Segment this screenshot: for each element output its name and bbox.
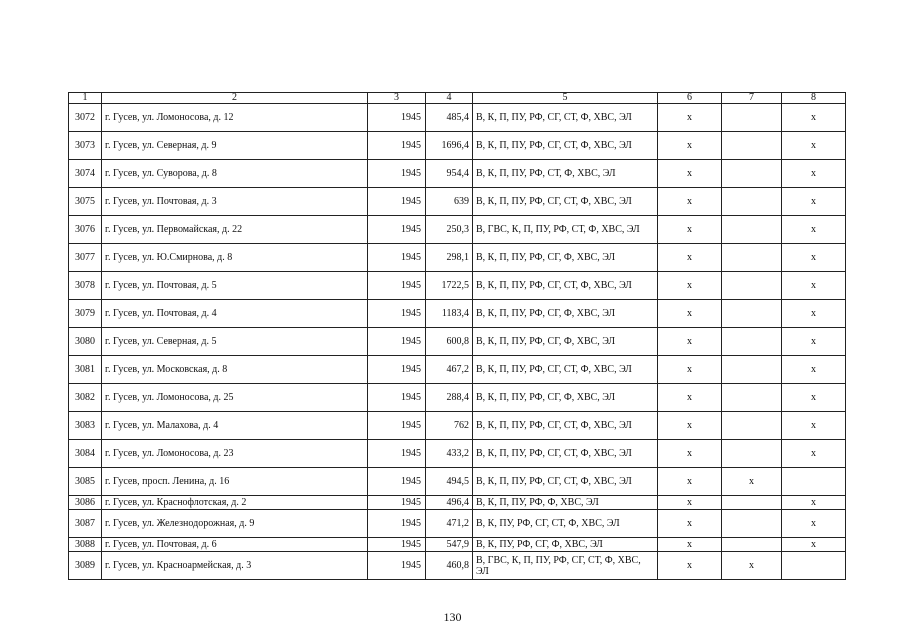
table-row <box>69 300 846 328</box>
row-works: В, К, П, ПУ, РФ, СГ, Ф, ХВС, ЭЛ <box>473 384 658 412</box>
row-year: 1945 <box>368 384 426 412</box>
row-year: 1945 <box>368 272 426 300</box>
row-address: г. Гусев, ул. Почтовая, д. 5 <box>102 272 368 300</box>
row-area: 467,2 <box>426 356 473 384</box>
row-address: г. Гусев, ул. Ю.Смирнова, д. 8 <box>102 244 368 272</box>
row-works: В, К, П, ПУ, РФ, СГ, СТ, Ф, ХВС, ЭЛ <box>473 132 658 160</box>
row-address: г. Гусев, просп. Ленина, д. 16 <box>102 468 368 496</box>
row-col8-mark: х <box>782 510 846 538</box>
row-area: 1722,5 <box>426 272 473 300</box>
row-col7-mark <box>722 384 782 412</box>
row-works: В, К, П, ПУ, РФ, СГ, Ф, ХВС, ЭЛ <box>473 300 658 328</box>
row-works: В, ГВС, К, П, ПУ, РФ, СТ, Ф, ХВС, ЭЛ <box>473 216 658 244</box>
row-area: 471,2 <box>426 510 473 538</box>
row-col7-mark <box>722 356 782 384</box>
header-cell: 2 <box>102 93 368 104</box>
row-area: 639 <box>426 188 473 216</box>
row-col8-mark: х <box>782 440 846 468</box>
row-col7-mark <box>722 538 782 552</box>
row-col6-mark: х <box>658 244 722 272</box>
row-works: В, К, П, ПУ, РФ, СГ, СТ, Ф, ХВС, ЭЛ <box>473 412 658 440</box>
row-col8-mark: х <box>782 104 846 132</box>
row-col6-mark: х <box>658 496 722 510</box>
row-col8-mark: х <box>782 216 846 244</box>
table-row <box>69 104 846 132</box>
row-area: 954,4 <box>426 160 473 188</box>
row-col8-mark: х <box>782 496 846 510</box>
row-address: г. Гусев, ул. Северная, д. 9 <box>102 132 368 160</box>
row-address: г. Гусев, ул. Почтовая, д. 4 <box>102 300 368 328</box>
row-col7-mark: х <box>722 468 782 496</box>
row-works: В, К, ПУ, РФ, СГ, Ф, ХВС, ЭЛ <box>473 538 658 552</box>
row-col7-mark <box>722 510 782 538</box>
row-year: 1945 <box>368 188 426 216</box>
row-number: 3076 <box>69 216 102 244</box>
row-area: 288,4 <box>426 384 473 412</box>
row-year: 1945 <box>368 412 426 440</box>
row-col8-mark: х <box>782 188 846 216</box>
row-col6-mark: х <box>658 160 722 188</box>
header-row <box>69 93 846 104</box>
row-works: В, К, П, ПУ, РФ, СГ, СТ, Ф, ХВС, ЭЛ <box>473 468 658 496</box>
row-col6-mark: х <box>658 132 722 160</box>
row-col7-mark <box>722 300 782 328</box>
row-address: г. Гусев, ул. Ломоносова, д. 23 <box>102 440 368 468</box>
table-row <box>69 440 846 468</box>
row-number: 3089 <box>69 552 102 580</box>
header-cell: 8 <box>782 93 846 104</box>
row-number: 3080 <box>69 328 102 356</box>
row-col8-mark: х <box>782 272 846 300</box>
row-col6-mark: х <box>658 552 722 580</box>
row-area: 547,9 <box>426 538 473 552</box>
row-col6-mark: х <box>658 412 722 440</box>
row-col8-mark: х <box>782 244 846 272</box>
row-col7-mark <box>722 244 782 272</box>
row-number: 3087 <box>69 510 102 538</box>
row-number: 3074 <box>69 160 102 188</box>
row-works: В, К, ПУ, РФ, СГ, СТ, Ф, ХВС, ЭЛ <box>473 510 658 538</box>
row-area: 250,3 <box>426 216 473 244</box>
row-col7-mark <box>722 216 782 244</box>
row-address: г. Гусев, ул. Суворова, д. 8 <box>102 160 368 188</box>
row-col8-mark <box>782 468 846 496</box>
row-year: 1945 <box>368 132 426 160</box>
row-col8-mark: х <box>782 538 846 552</box>
row-number: 3077 <box>69 244 102 272</box>
table-row <box>69 356 846 384</box>
row-area: 600,8 <box>426 328 473 356</box>
row-year: 1945 <box>368 160 426 188</box>
row-works: В, К, П, ПУ, РФ, СГ, СТ, Ф, ХВС, ЭЛ <box>473 356 658 384</box>
row-area: 485,4 <box>426 104 473 132</box>
row-area: 496,4 <box>426 496 473 510</box>
row-area: 460,8 <box>426 552 473 580</box>
row-works: В, К, П, ПУ, РФ, Ф, ХВС, ЭЛ <box>473 496 658 510</box>
row-year: 1945 <box>368 552 426 580</box>
row-col7-mark <box>722 160 782 188</box>
row-col6-mark: х <box>658 384 722 412</box>
table-row <box>69 510 846 538</box>
row-number: 3078 <box>69 272 102 300</box>
row-area: 433,2 <box>426 440 473 468</box>
row-col7-mark <box>722 104 782 132</box>
row-area: 762 <box>426 412 473 440</box>
row-number: 3079 <box>69 300 102 328</box>
table-row <box>69 328 846 356</box>
header-cell: 6 <box>658 93 722 104</box>
row-col6-mark: х <box>658 440 722 468</box>
table-row <box>69 244 846 272</box>
row-year: 1945 <box>368 468 426 496</box>
table-row <box>69 216 846 244</box>
row-year: 1945 <box>368 328 426 356</box>
row-col8-mark: х <box>782 356 846 384</box>
row-col8-mark: х <box>782 132 846 160</box>
row-year: 1945 <box>368 300 426 328</box>
row-col7-mark <box>722 496 782 510</box>
row-year: 1945 <box>368 216 426 244</box>
row-address: г. Гусев, ул. Железнодорожная, д. 9 <box>102 510 368 538</box>
row-col7-mark <box>722 132 782 160</box>
table-row <box>69 188 846 216</box>
header-cell: 7 <box>722 93 782 104</box>
row-area: 494,5 <box>426 468 473 496</box>
table-row <box>69 132 846 160</box>
row-address: г. Гусев, ул. Почтовая, д. 3 <box>102 188 368 216</box>
row-number: 3073 <box>69 132 102 160</box>
row-number: 3084 <box>69 440 102 468</box>
row-area: 1183,4 <box>426 300 473 328</box>
row-number: 3083 <box>69 412 102 440</box>
page-number: 130 <box>443 610 462 624</box>
table-row <box>69 538 846 552</box>
row-number: 3082 <box>69 384 102 412</box>
header-cell: 3 <box>368 93 426 104</box>
row-address: г. Гусев, ул. Ломоносова, д. 25 <box>102 384 368 412</box>
row-col6-mark: х <box>658 538 722 552</box>
table-row <box>69 412 846 440</box>
row-col7-mark: х <box>722 552 782 580</box>
row-number: 3072 <box>69 104 102 132</box>
table-row <box>69 552 846 580</box>
row-col8-mark <box>782 552 846 580</box>
row-works: В, К, П, ПУ, РФ, СГ, Ф, ХВС, ЭЛ <box>473 328 658 356</box>
header-cell: 1 <box>69 93 102 104</box>
row-address: г. Гусев, ул. Первомайская, д. 22 <box>102 216 368 244</box>
row-col6-mark: х <box>658 272 722 300</box>
row-col7-mark <box>722 272 782 300</box>
row-area: 298,1 <box>426 244 473 272</box>
row-number: 3075 <box>69 188 102 216</box>
row-col6-mark: х <box>658 328 722 356</box>
row-number: 3085 <box>69 468 102 496</box>
row-works: В, К, П, ПУ, РФ, СГ, СТ, Ф, ХВС, ЭЛ <box>473 104 658 132</box>
row-year: 1945 <box>368 510 426 538</box>
row-works: В, К, П, ПУ, РФ, СГ, Ф, ХВС, ЭЛ <box>473 244 658 272</box>
row-address: г. Гусев, ул. Ломоносова, д. 12 <box>102 104 368 132</box>
row-year: 1945 <box>368 538 426 552</box>
row-col6-mark: х <box>658 104 722 132</box>
row-address: г. Гусев, ул. Малахова, д. 4 <box>102 412 368 440</box>
row-number: 3086 <box>69 496 102 510</box>
row-works: В, К, П, ПУ, РФ, СГ, СТ, Ф, ХВС, ЭЛ <box>473 440 658 468</box>
row-address: г. Гусев, ул. Краснофлотская, д. 2 <box>102 496 368 510</box>
row-col8-mark: х <box>782 384 846 412</box>
row-col6-mark: х <box>658 356 722 384</box>
row-col7-mark <box>722 412 782 440</box>
row-year: 1945 <box>368 244 426 272</box>
row-col8-mark: х <box>782 160 846 188</box>
row-year: 1945 <box>368 356 426 384</box>
row-works: В, К, П, ПУ, РФ, СТ, Ф, ХВС, ЭЛ <box>473 160 658 188</box>
row-col7-mark <box>722 440 782 468</box>
row-works: В, К, П, ПУ, РФ, СГ, СТ, Ф, ХВС, ЭЛ <box>473 188 658 216</box>
row-col7-mark <box>722 328 782 356</box>
header-cell: 4 <box>426 93 473 104</box>
table-row <box>69 160 846 188</box>
row-address: г. Гусев, ул. Московская, д. 8 <box>102 356 368 384</box>
row-address: г. Гусев, ул. Северная, д. 5 <box>102 328 368 356</box>
row-col8-mark: х <box>782 412 846 440</box>
row-col6-mark: х <box>658 300 722 328</box>
table-row <box>69 496 846 510</box>
row-works: В, ГВС, К, П, ПУ, РФ, СГ, СТ, Ф, ХВС, ЭЛ <box>473 552 658 580</box>
row-col6-mark: х <box>658 216 722 244</box>
buildings-table <box>68 92 846 580</box>
row-col8-mark: х <box>782 328 846 356</box>
row-area: 1696,4 <box>426 132 473 160</box>
row-col8-mark: х <box>782 300 846 328</box>
row-col6-mark: х <box>658 510 722 538</box>
row-number: 3088 <box>69 538 102 552</box>
row-col6-mark: х <box>658 188 722 216</box>
row-year: 1945 <box>368 496 426 510</box>
table-row <box>69 468 846 496</box>
row-works: В, К, П, ПУ, РФ, СГ, СТ, Ф, ХВС, ЭЛ <box>473 272 658 300</box>
row-address: г. Гусев, ул. Почтовая, д. 6 <box>102 538 368 552</box>
header-cell: 5 <box>473 93 658 104</box>
table-row <box>69 384 846 412</box>
table-row <box>69 272 846 300</box>
row-col6-mark: х <box>658 468 722 496</box>
row-address: г. Гусев, ул. Красноармейская, д. 3 <box>102 552 368 580</box>
row-year: 1945 <box>368 104 426 132</box>
row-number: 3081 <box>69 356 102 384</box>
row-year: 1945 <box>368 440 426 468</box>
row-col7-mark <box>722 188 782 216</box>
